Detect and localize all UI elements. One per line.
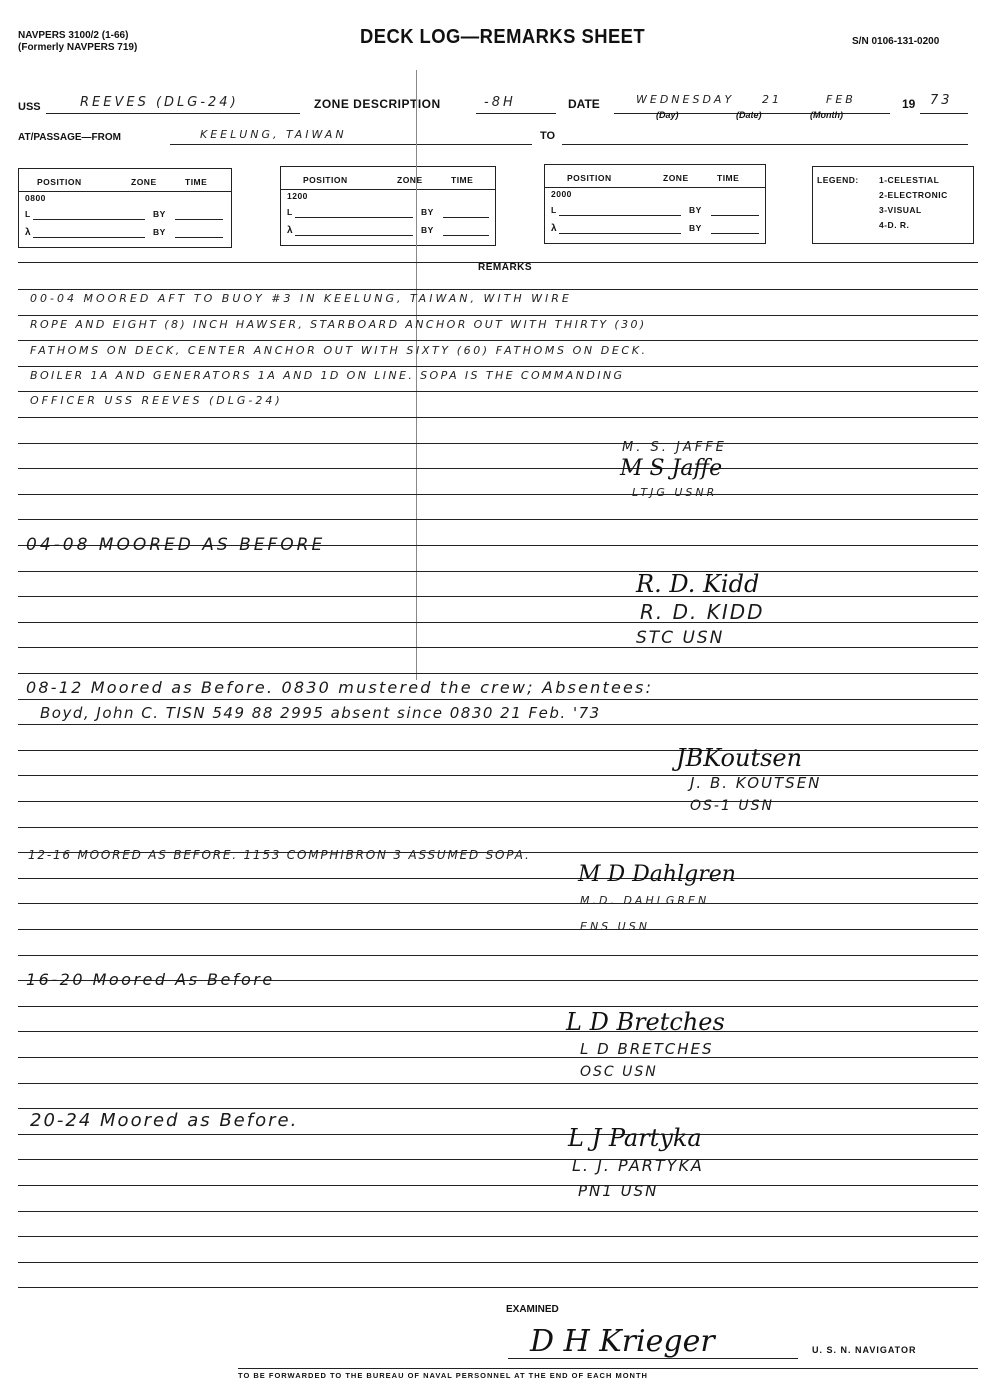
ruled-line <box>18 366 978 367</box>
uss-line <box>46 113 300 114</box>
ruled-line <box>18 724 978 725</box>
ruled-line <box>18 262 978 263</box>
year-value: 73 <box>930 93 953 108</box>
ruled-line <box>18 622 978 623</box>
position-heading: POSITION <box>567 173 612 183</box>
legend-item: 4-D. R. <box>879 220 910 230</box>
ruled-line <box>18 340 978 341</box>
forward-note: TO BE FORWARDED TO THE BUREAU OF NAVAL PERSONNEL AT THE END OF EACH MONTH <box>238 1371 648 1380</box>
year-line <box>920 113 968 114</box>
signature-rank: LTJG USNR <box>632 486 718 499</box>
date-value: 21 <box>762 93 782 106</box>
ruled-line <box>18 1006 978 1007</box>
ruled-line <box>18 878 978 879</box>
by-label: BY <box>421 207 434 217</box>
signature-name: J. B. KOUTSEN <box>690 774 822 792</box>
signature: L D Bretches <box>566 1008 725 1036</box>
entry-line: 00-04 MOORED AFT TO BUOY #3 IN KEELUNG, TAIWAN, WITH WIRE <box>30 292 572 305</box>
from-value: KEELUNG, TAIWAN <box>200 128 347 141</box>
entry-line: 04-08 MOORED AS BEFORE <box>26 535 326 555</box>
signature-name: M. S. JAFFE <box>622 440 727 455</box>
longitude-label: λ <box>551 223 558 234</box>
signature-rank: ENS USN <box>580 920 650 933</box>
legend-item: 3-VISUAL <box>879 205 922 215</box>
entry-line: FATHOMS ON DECK, CENTER ANCHOR OUT WITH SIXTY (60) FATHOMS ON DECK. <box>30 344 648 357</box>
legend-item: 2-ELECTRONIC <box>879 190 948 200</box>
entry-line: 16-20 Moored As Before <box>26 970 275 989</box>
signature: M S Jaffe <box>620 456 723 481</box>
signature-rank: STC USN <box>636 628 725 648</box>
zone-heading: ZONE <box>397 175 423 185</box>
uss-label: USS <box>18 101 41 113</box>
ruled-line <box>18 443 978 444</box>
by-label: BY <box>153 209 166 219</box>
signature: R. D. Kidd <box>636 570 760 598</box>
ruled-line <box>18 1236 978 1237</box>
ruled-line <box>18 494 978 495</box>
longitude-label: λ <box>25 227 32 238</box>
ruled-line <box>18 827 978 828</box>
legend-item: 1-CELESTIAL <box>879 175 940 185</box>
ruled-line <box>18 468 978 469</box>
entry-line: Boyd, John C. TISN 549 88 2995 absent since 0830 21 Feb. '73 <box>40 704 601 722</box>
signature-name: R. D. KIDD <box>640 600 765 624</box>
entry-line: BOILER 1A AND GENERATORS 1A AND 1D ON LINE. SOPA IS THE COMMANDING <box>30 369 625 382</box>
from-label: AT/PASSAGE—FROM <box>18 132 121 143</box>
ruled-line <box>18 775 978 776</box>
ruled-line <box>18 596 978 597</box>
time-heading: TIME <box>717 173 740 183</box>
zone-heading: ZONE <box>131 177 157 187</box>
to-label: TO <box>540 130 556 142</box>
ruled-line <box>18 315 978 316</box>
entry-line: 12-16 MOORED AS BEFORE. 1153 COMPHIBRON 3 ASSUMED SOPA. <box>28 848 531 862</box>
signature-rank: OS-1 USN <box>690 798 774 814</box>
zone-heading: ZONE <box>663 173 689 183</box>
form-formerly: (Formerly NAVPERS 719) <box>18 42 138 53</box>
date-label: DATE <box>568 97 600 111</box>
form-number: NAVPERS 3100/2 (1-66) <box>18 30 129 41</box>
position-time: 1200 <box>287 191 308 201</box>
signature: L J Partyka <box>568 1124 702 1152</box>
legend-box <box>812 166 974 244</box>
remarks-title: REMARKS <box>478 262 533 273</box>
ruled-line <box>18 955 978 956</box>
ruled-line <box>18 571 978 572</box>
position-time: 2000 <box>551 189 572 199</box>
ruled-line <box>18 1211 978 1212</box>
signature-name: M.D. DAHLGREN <box>580 894 710 907</box>
ruled-line <box>18 1185 978 1186</box>
zone-line <box>476 113 556 114</box>
zone-label: ZONE DESCRIPTION <box>314 97 441 111</box>
longitude-label: λ <box>287 225 294 236</box>
ruled-line <box>18 289 978 290</box>
month-value: FEB <box>826 93 856 106</box>
to-line <box>562 144 968 145</box>
ruled-line <box>18 929 978 930</box>
day-caption: (Day) <box>656 110 679 120</box>
month-caption: (Month) <box>810 110 843 120</box>
ruled-line <box>18 1031 978 1032</box>
ruled-line <box>18 1159 978 1160</box>
examined-label: EXAMINED <box>506 1304 559 1315</box>
ruled-line <box>18 903 978 904</box>
by-label: BY <box>689 205 702 215</box>
examiner-signature: D H Krieger <box>530 1324 715 1359</box>
signature: M D Dahlgren <box>578 862 736 887</box>
serial-number: S/N 0106-131-0200 <box>852 36 940 47</box>
entry-line: OFFICER USS REEVES (DLG-24) <box>30 394 283 407</box>
position-box-2000 <box>544 164 766 244</box>
position-heading: POSITION <box>303 175 348 185</box>
ruled-line <box>18 519 978 520</box>
ruled-line <box>18 801 978 802</box>
position-heading: POSITION <box>37 177 82 187</box>
ruled-line <box>18 647 978 648</box>
ruled-line <box>18 673 978 674</box>
ruled-line <box>18 1287 978 1288</box>
ruled-line <box>18 1083 978 1084</box>
entry-line: ROPE AND EIGHT (8) INCH HAWSER, STARBOARD ANCHOR OUT WITH THIRTY (30) <box>30 318 647 331</box>
ruled-line <box>18 1262 978 1263</box>
latitude-label: L <box>287 207 293 217</box>
zone-value: -8H <box>484 95 516 110</box>
signature: JBKoutsen <box>676 744 803 772</box>
signature-name: L. J. PARTYKA <box>572 1156 704 1175</box>
signature-rank: OSC USN <box>580 1064 658 1080</box>
ruled-line <box>18 417 978 418</box>
latitude-label: L <box>25 209 31 219</box>
uss-value: REEVES (DLG-24) <box>80 95 239 110</box>
by-label: BY <box>421 225 434 235</box>
position-box-0800 <box>18 168 232 248</box>
from-line <box>170 144 532 145</box>
by-label: BY <box>689 223 702 233</box>
position-box-1200 <box>280 166 496 246</box>
ruled-line <box>18 1108 978 1109</box>
page-title: DECK LOG—REMARKS SHEET <box>360 26 646 48</box>
date-caption: (Date) <box>736 110 762 120</box>
ruled-line <box>18 1134 978 1135</box>
by-label: BY <box>153 227 166 237</box>
ruled-line <box>18 750 978 751</box>
year-prefix: 19 <box>902 97 916 111</box>
signature-name: L D BRETCHES <box>580 1040 714 1058</box>
ruled-line <box>18 1057 978 1058</box>
signature-rank: PN1 USN <box>578 1182 659 1200</box>
time-heading: TIME <box>451 175 474 185</box>
time-heading: TIME <box>185 177 208 187</box>
ruled-line <box>18 391 978 392</box>
ruled-line <box>18 699 978 700</box>
entry-line: 08-12 Moored as Before. 0830 mustered the crew; Absentees: <box>26 678 654 697</box>
day-value: WEDNESDAY <box>636 93 735 106</box>
position-time: 0800 <box>25 193 46 203</box>
legend-label: LEGEND: <box>817 175 859 185</box>
latitude-label: L <box>551 205 557 215</box>
navigator-label: U. S. N. NAVIGATOR <box>812 1345 917 1355</box>
entry-line: 20-24 Moored as Before. <box>30 1110 299 1131</box>
